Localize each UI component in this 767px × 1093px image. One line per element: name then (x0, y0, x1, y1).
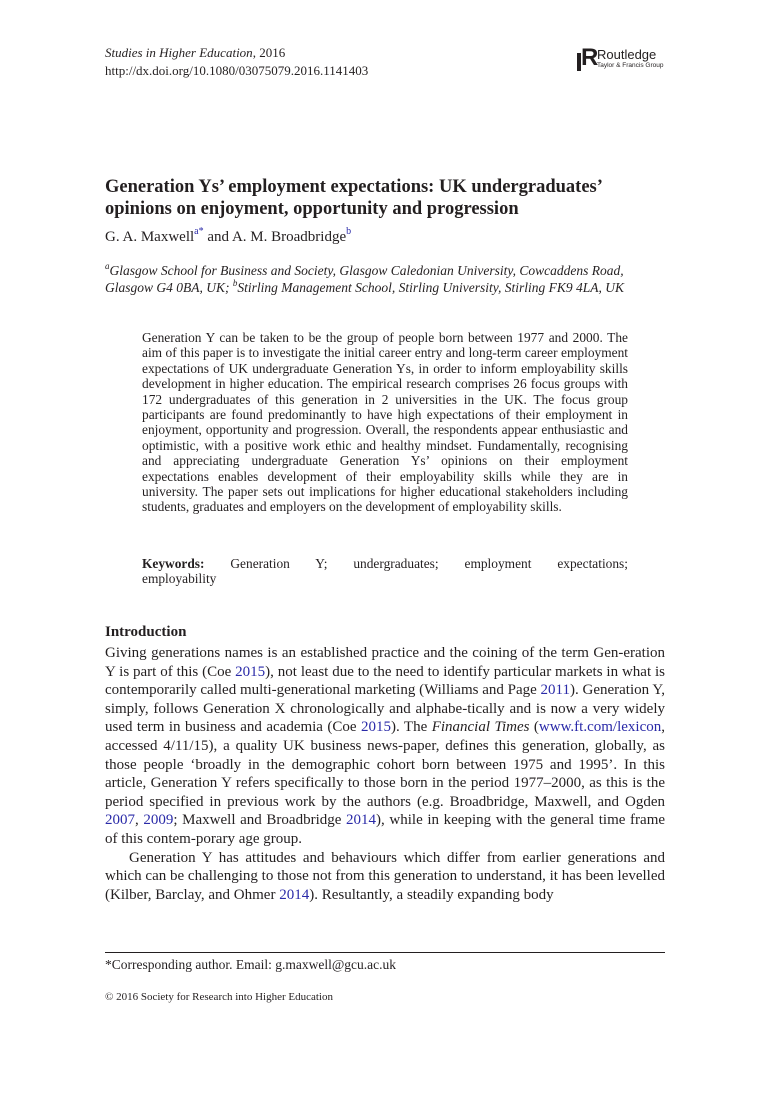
citation-link[interactable]: 2014 (279, 886, 310, 903)
affiliations (105, 262, 665, 296)
abstract: Generation Y can be taken to be the group of people born between 1977 and 2000. The aim of this paper is to investigate the initial career entry and long-term career employment expectations of UK undergraduate Generation Ys, in order to inform employability skills development in higher education. The empirical research comprises 26 focus groups with 172 undergraduates of this generation in 2 universities in the UK. The focus group participants are found predominantly to have high expectations of their employment in enjoyment, opportunity and progression. Overall, the respondents appear enthusiastic and optimistic, with a positive work ethic and healthy mindset. Fundamentally, recognising and appreciating undergraduate Generation Ys’ opinions on their employment expectations enables development of their employability skills while they are in university. The paper sets out implications for higher educational stakeholders including students, graduates and employers on the development of employability skills. (142, 330, 628, 515)
publisher-subname: Taylor & Francis Group (597, 62, 664, 69)
keywords-label: Keywords: (142, 556, 205, 571)
journal-year: , 2016 (252, 45, 286, 60)
keywords-list: Generation Y; undergraduates; employment expectations; (230, 556, 628, 571)
journal-name: Studies in Higher Education (105, 45, 253, 60)
keywords-line-1 (142, 556, 628, 571)
section-heading-introduction: Introduction (105, 624, 187, 640)
affiliation-a: Glasgow School for Business and Society, Glasgow Caledonian University, Cowcaddens Road, Glasgow G4 0BA, UK; (105, 263, 624, 295)
introduction-body (105, 644, 665, 904)
affiliation-b-marker: b (232, 278, 238, 288)
keywords-line-2: employability (142, 571, 217, 586)
affiliation-a-marker: a (105, 261, 110, 271)
copyright-notice: © 2016 Society for Research into Higher Education (105, 991, 333, 1003)
title-line-2: opinions on enjoyment, opportunity and progression (105, 199, 519, 219)
publisher-logo (577, 44, 667, 73)
author-1-affiliation-marker[interactable]: a* (194, 226, 204, 237)
article-title (105, 176, 665, 220)
paragraph-2: Generation Y has attitudes and behaviours which differ from earlier generations and which can be challenging to those not from this generation to understand, it has been levelled (Kilber, Barclay, and Ohmer 2014). Resultantly, a steadily expanding body (105, 849, 665, 903)
title-line-1: Generation Ys’ employment expectations: UK undergraduates’ (105, 177, 603, 197)
financial-times-title: Financial Times (431, 719, 530, 736)
running-header (105, 44, 368, 80)
doi-link[interactable]: http://dx.doi.org/10.1080/03075079.2016.1141403 (105, 63, 369, 78)
author-2: A. M. Broadbridge (231, 229, 347, 245)
author-2-affiliation-marker[interactable]: b (346, 226, 352, 237)
affiliation-b: Stirling Management School, Stirling University, Stirling FK9 4LA, UK (237, 280, 624, 295)
author-line (105, 227, 351, 247)
citation-link[interactable]: 2009 (143, 812, 174, 829)
citation-link[interactable]: 2007 (105, 812, 135, 829)
citation-link[interactable]: 2015 (361, 719, 391, 736)
author-1: G. A. Maxwell (105, 229, 195, 245)
citation-link[interactable]: 2015 (235, 663, 266, 680)
publisher-name: Routledge (597, 47, 657, 62)
corresponding-author-footnote: *Corresponding author. Email: g.maxwell@gcu.ac.uk (105, 957, 396, 972)
footnote-divider (105, 952, 665, 953)
ft-lexicon-url[interactable]: www.ft.com/lexicon (538, 719, 662, 736)
paragraph-1: Giving generations names is an established practice and the coining of the term Gen-eration Y is part of this (Coe 2015), not least due to the need to identify particular markets in what is contemporarily called multi-generational marketing (Williams and Page 2011). Generation Y, simply, follows Generation X chronologically and alphabe-tically and is now a very widely used term in business and academia (Coe 2015). The Financial Times (www.ft.com/lexicon, accessed 4/11/15), a quality UK business news-paper, defines this generation, globally, as those people ‘broadly in the demographic cohort born between 1975 and 1995’. In this article, Generation Y refers specifically to those born in the period 1977–2000, as this is the period specified in previous work by the authors (e.g. Broadbridge, Maxwell, and Ogden 2007, 2009; Maxwell and Broadbridge 2014), while in keeping with the general time frame of this contem-porary age group. (105, 645, 666, 847)
citation-link[interactable]: 2011 (540, 682, 570, 699)
citation-link[interactable]: 2014 (346, 812, 377, 829)
routledge-logo-icon: R (577, 47, 593, 71)
author-conjunction: and (203, 229, 232, 245)
